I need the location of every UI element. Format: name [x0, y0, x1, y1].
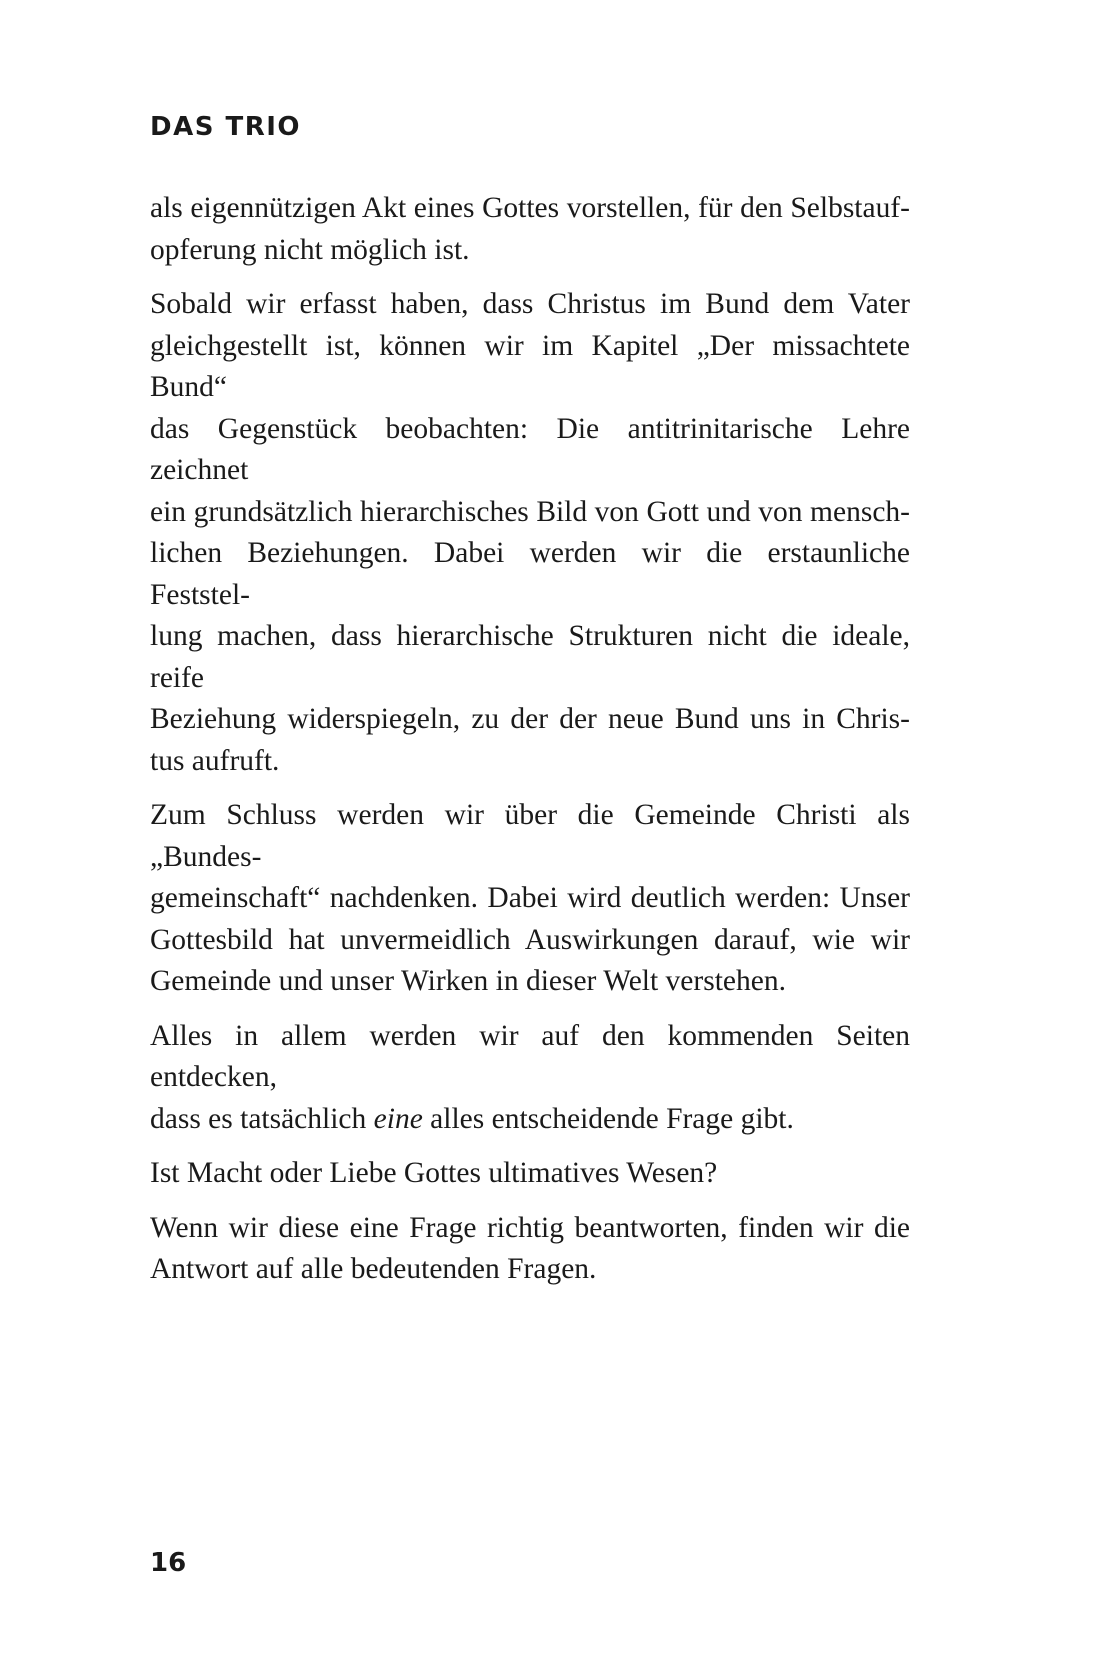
text-line: Gottesbild hat unvermeidlich Auswirkungen darauf, wie wir [150, 923, 910, 956]
text-line: lichen Beziehungen. Dabei werden wir die erstaunliche Feststel- [150, 537, 910, 611]
text-line: gleichgestellt ist, können wir im Kapitel „Der missachtete Bund“ [150, 329, 910, 403]
page-number: 16 [150, 1548, 187, 1578]
text-line: Ist Macht oder Liebe Gottes ultimatives Wesen? [150, 1157, 718, 1189]
text-line: Wenn wir diese eine Frage richtig beantworten, finden wir die [150, 1211, 910, 1244]
text-run: alles entscheidende Frage gibt. [422, 1102, 794, 1135]
paragraph [150, 1153, 910, 1195]
text-line: gemeinschaft“ nachdenken. Dabei wird deutlich werden: Unser [150, 882, 910, 914]
text-line: das Gegenstück beobachten: Die antitrinitarische Lehre zeichnet [150, 412, 910, 486]
emphasis-text: eine [373, 1102, 423, 1135]
text-line: ein grundsätzlich hierarchisches Bild von Gott und von mensch- [150, 495, 910, 528]
text-line: lung machen, dass hierarchische Strukturen nicht die ideale, reife [150, 620, 910, 694]
text-line: Gemeinde und unser Wirken in dieser Welt verstehen. [150, 965, 786, 997]
text-line [150, 1099, 910, 1141]
text-line: tus aufruft. [150, 744, 280, 777]
text-line: Zum Schluss werden wir über die Gemeinde Christi als „Bundes- [150, 799, 910, 873]
text-line: Alles in allem werden wir auf den kommenden Seiten entdecken, [150, 1019, 910, 1093]
paragraph [150, 284, 910, 782]
paragraph [150, 188, 910, 271]
text-line: Sobald wir erfasst haben, dass Christus im Bund dem Vater [150, 288, 910, 320]
text-line: als eigennützigen Akt eines Gottes vorstellen, für den Selbstauf- [150, 192, 910, 224]
running-head: DAS TRIO [150, 112, 302, 142]
text-line: Beziehung widerspiegeln, zu der der neue Bund uns in Chris- [150, 703, 910, 735]
body-text [150, 188, 910, 1304]
paragraph [150, 795, 910, 1003]
text-line: opferung nicht möglich ist. [150, 233, 470, 266]
text-run: dass es tatsächlich [150, 1102, 374, 1135]
paragraph [150, 1016, 910, 1141]
paragraph [150, 1208, 910, 1291]
text-line: Antwort auf alle bedeutenden Fragen. [150, 1253, 597, 1285]
